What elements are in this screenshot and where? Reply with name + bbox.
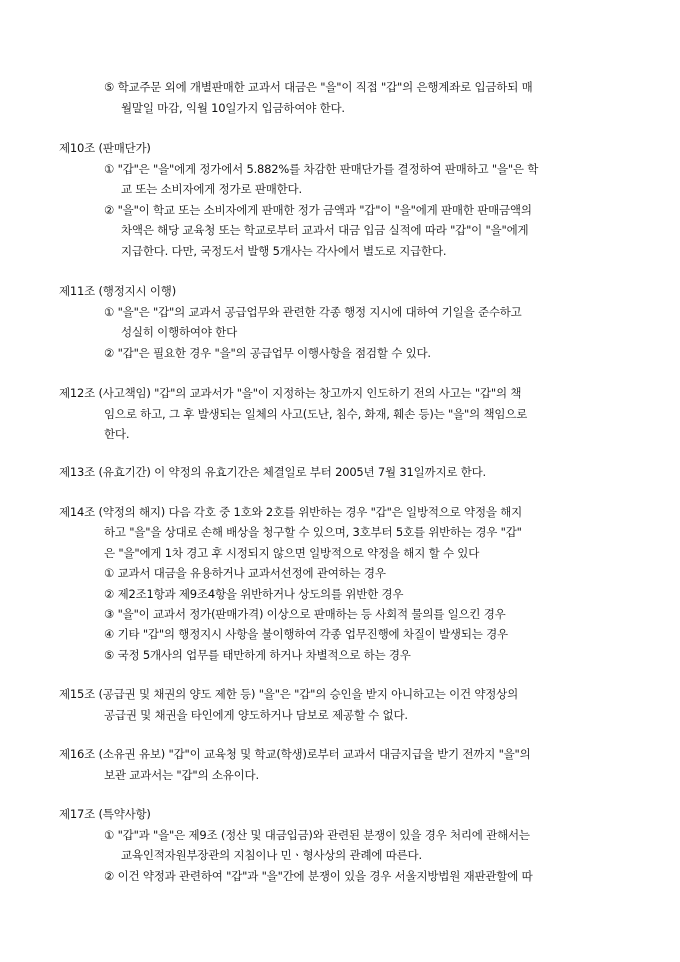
text-line: ② "갑"은 필요한 경우 "을"의 공급업무 이행사항을 점검할 수 있다. bbox=[104, 346, 431, 360]
text-line: ① "을"은 "갑"의 교과서 공급업무와 관련한 각종 행정 지시에 대하여 기일을 준수하고 bbox=[104, 305, 522, 319]
text-line: 공급권 및 채권을 타인에게 양도하거나 담보로 제공할 수 없다. bbox=[104, 708, 408, 722]
text-line: 한다. bbox=[104, 427, 130, 441]
text-line: 월말일 마감, 익월 10일가지 입금하여야 한다. bbox=[121, 101, 345, 115]
article-heading: 제17조 (특약사항) bbox=[59, 807, 151, 821]
text-line: 은 "을"에게 1차 경고 후 시정되지 않으면 일방적으로 약정을 해지 할 수 있다 bbox=[104, 546, 480, 560]
text-line: 하고 "을"을 상대로 손해 배상을 청구할 수 있으며, 3호부터 5호를 위반하는 경우 "갑" bbox=[104, 525, 522, 539]
list-item: ③ "을"이 교과서 정가(판매가격) 이상으로 판매하는 등 사회적 물의를 일으킨 경우 bbox=[104, 607, 506, 621]
text-line: ② "을"이 학교 또는 소비자에게 판매한 정가 금액과 "갑"이 "을"에게 판매한 판매금액의 bbox=[104, 203, 532, 217]
article-heading: 제15조 (공급권 및 채권의 양도 제한 등) "을"은 "갑"의 승인을 받지 아니하고는 이건 약정상의 bbox=[59, 687, 518, 701]
list-item: ① 교과서 대금을 유용하거나 교과서선정에 관여하는 경우 bbox=[104, 566, 386, 580]
text-line: ② 이건 약정과 관련하여 "갑"과 "을"간에 분쟁이 있을 경우 서울지방법원 재판관할에 따 bbox=[104, 869, 533, 883]
text-line: ① "갑"과 "을"은 제9조 (정산 및 대금입금)와 관련된 분쟁이 있을 경우 처리에 관해서는 bbox=[104, 828, 530, 842]
text-line: ⑤ 학교주문 외에 개별판매한 교과서 대금은 "을"이 직접 "갑"의 은행계좌로 입금하되 매 bbox=[104, 80, 533, 94]
article-heading: 제10조 (판매단가) bbox=[59, 141, 151, 155]
text-line: 임으로 하고, 그 후 발생되는 일체의 사고(도난, 침수, 화재, 훼손 등)는 "을"의 책임으로 bbox=[104, 407, 528, 421]
article-heading: 제14조 (약정의 해지) 다음 각호 중 1호와 2호를 위반하는 경우 "갑"은 일방적으로 약정을 해지 bbox=[59, 505, 523, 519]
article-heading: 제12조 (사고책임) "갑"의 교과서가 "을"이 지정하는 창고까지 인도하기 전의 사고는 "갑"의 책 bbox=[59, 386, 522, 400]
list-item: ⑤ 국정 5개사의 업무를 태만하게 하거나 차별적으로 하는 경우 bbox=[104, 648, 411, 662]
list-item: ② 제2조1항과 제9조4항을 위반하거나 상도의를 위반한 경우 bbox=[104, 587, 404, 601]
text-line: 차액은 해당 교육청 또는 학교로부터 교과서 대금 입금 실적에 따라 "갑"이 "을"에게 bbox=[121, 223, 529, 237]
article-heading: 제16조 (소유권 유보) "갑"이 교육청 및 학교(학생)로부터 교과서 대금지급을 받기 전까지 "을"의 bbox=[59, 747, 531, 761]
list-item: ④ 기타 "갑"의 행정지시 사항을 불이행하여 각종 업무진행에 차질이 발생되는 경우 bbox=[104, 627, 508, 641]
text-line: ① "갑"은 "을"에게 정가에서 5.882%를 차감한 판매단가를 결정하여 판매하고 "을"은 학 bbox=[104, 162, 539, 176]
text-line: 보관 교과서는 "갑"의 소유이다. bbox=[104, 768, 259, 782]
article-heading: 제13조 (유효기간) 이 약정의 유효기간은 체결일로 부터 2005년 7월 31일까지로 한다. bbox=[59, 465, 486, 479]
article-heading: 제11조 (행정지시 이행) bbox=[59, 284, 176, 298]
text-line: 지급한다. 다만, 국정도서 발행 5개사는 각사에서 별도로 지급한다. bbox=[121, 244, 447, 258]
text-line: 교육인적자원부장관의 지침이나 민ㆍ형사상의 관례에 따른다. bbox=[121, 848, 422, 862]
text-line: 교 또는 소비자에게 정가로 판매한다. bbox=[121, 182, 302, 196]
text-line: 성실히 이행하여야 한다 bbox=[121, 325, 237, 339]
